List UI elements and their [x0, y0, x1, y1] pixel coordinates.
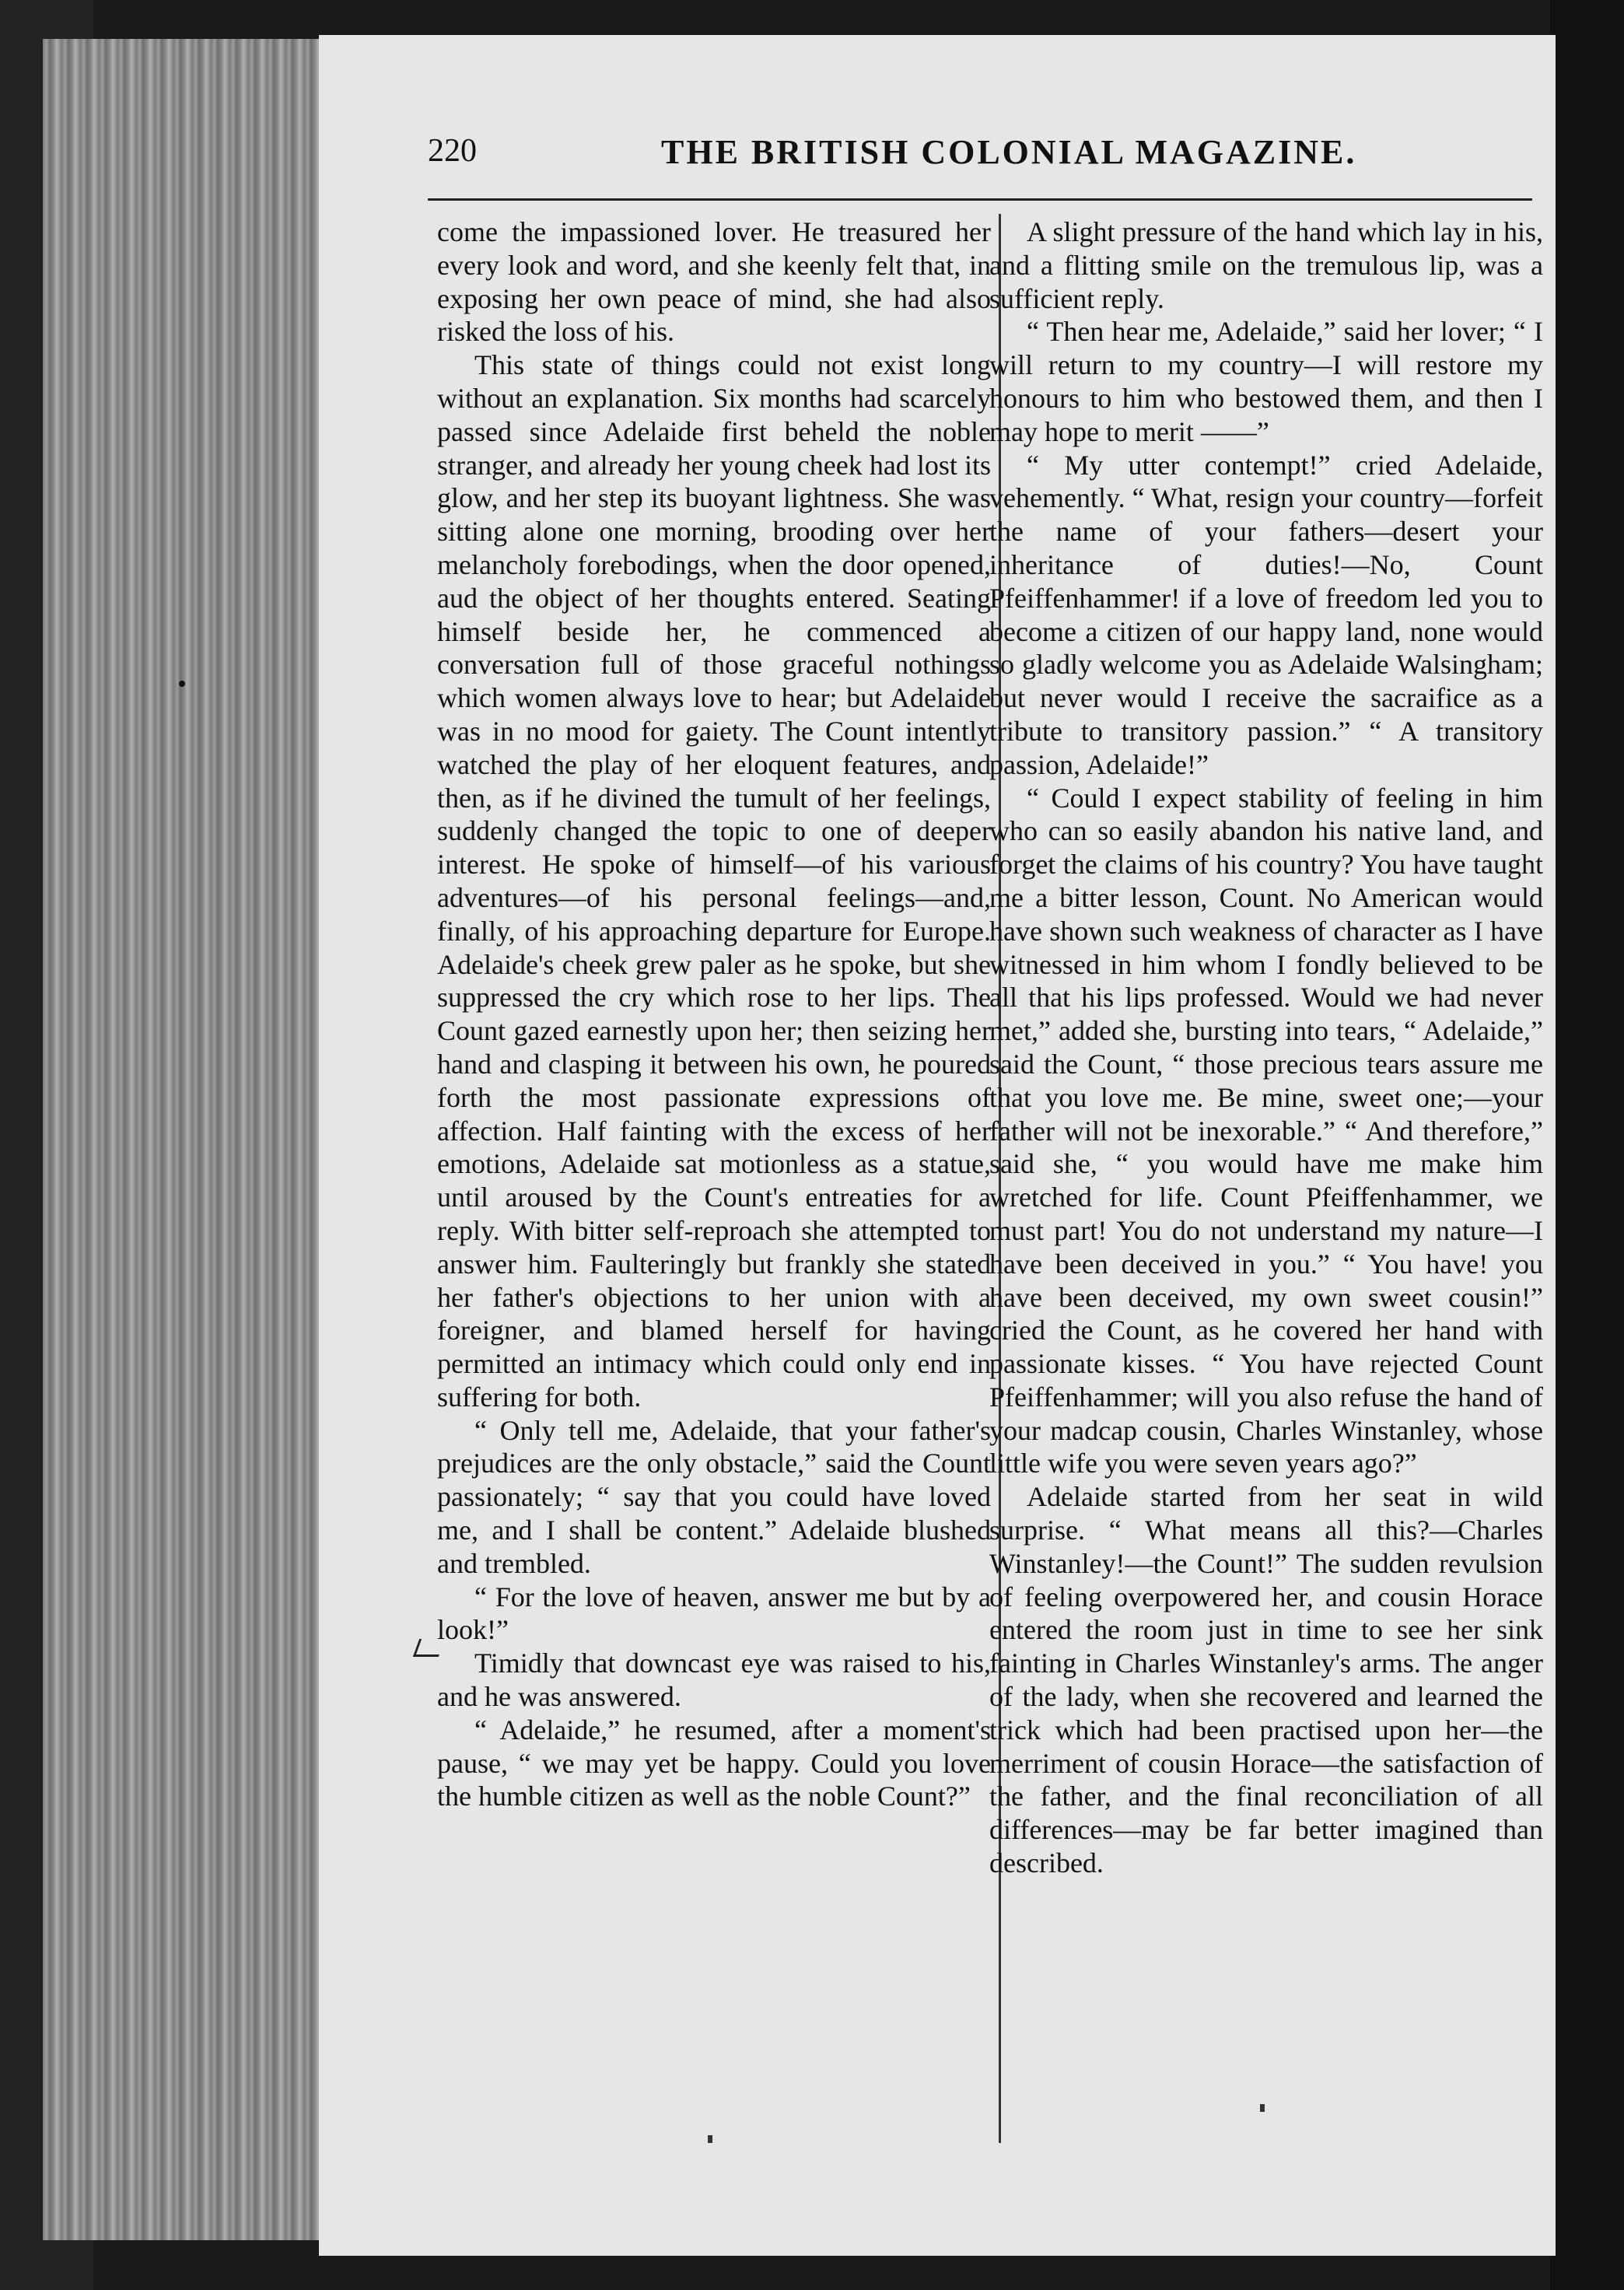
page-number: 220	[428, 133, 477, 169]
header-rule	[428, 198, 1532, 201]
paragraph: come the impassioned lover. He treasured her every look and word, and she keenly felt that, in exposing her own peace of mind, she had also risked the loss of his.	[437, 216, 991, 348]
book-page	[319, 35, 1556, 2256]
right-column	[989, 215, 1543, 1880]
paragraph: “ Then hear me, Adelaide,” said her lover; “ I will return to my country—I will restore my honours to him who bestowed them, and then I may hope to merit ——”	[989, 316, 1543, 447]
left-column	[437, 215, 991, 1813]
paragraph: Timidly that downcast eye was raised to his, and he was answered.	[437, 1647, 991, 1713]
scan-background-right	[1550, 0, 1624, 2290]
paragraph: Adelaide started from her seat in wild surprise. “ What means all this?—Charles Winstanley!—the Count!” The sudden revulsion of feeling overpowered her, and cousin Horace entered the room just in time to see her sink fainting in Charles Winstanley's arms. The anger of the lady, when she recovered and learned the trick which had been practised upon her—the merriment of cousin Horace—the satisfaction of the father, and the final reconciliation of all differences—may be far better imagined than described.	[989, 1481, 1543, 1879]
ink-speck	[179, 681, 185, 687]
page-header	[428, 132, 1501, 202]
paragraph: A slight pressure of the hand which lay in his, and a flitting smile on the tremulous lip, was a sufficient reply.	[989, 216, 1543, 314]
paragraph: “ Could I expect stability of feeling in him who can so easily abandon his native land, and forget the claims of his country? You have taught me a bitter lesson, Count. No American would have shown such weakness of character as I have witnessed in him whom I fondly believed to be all that his lips professed. Would we had never met,” added she, bursting into tears, “ Adelaide,” said the Count, “ those precious tears assure me that you love me. Be mine, sweet one;—your father will not be inexorable.” “ And therefore,” said she, “ you would have me make him wretched for life. Count Pfeiffenhammer, we must part! You do not understand my nature—I have been deceived in you.” “ You have! you have been deceived, my own sweet cousin!” cried the Count, as he covered her hand with passionate kisses. “ You have rejected Count Pfeiffenhammer; will you also refuse the hand of your madcap cousin, Charles Winstanley, whose little wife you were seven years ago?”	[989, 782, 1543, 1479]
running-title: THE BRITISH COLONIAL MAGAZINE.	[661, 133, 1357, 171]
paragraph: This state of things could not exist long without an explanation. Six months had scarcely passed since Adelaide first beheld the noble stranger, and already her young cheek had lost its glow, and her step its buoyant lightness. She was sitting alone one morning, brooding over her melancholy forebodings, when the door opened, aud the object of her thoughts entered. Seating himself beside her, he commenced a conversation full of those graceful nothings which women always love to hear; but Adelaide was in no mood for gaiety. The Count intently watched the play of her eloquent features, and then, as if he divined the tumult of her feelings, suddenly changed the topic to one of deeper interest. He spoke of himself—of his various adventures—of his personal feelings—and, finally, of his approaching departure for Europe. Adelaide's cheek grew paler as he spoke, but she suppressed the cry which rose to her lips. The Count gazed earnestly upon her; then seizing her hand and clasping it between his own, he poured forth the most passionate expressions of affection. Half fainting with the excess of her emotions, Adelaide sat motionless as a statue, until aroused by the Count's entreaties for a reply. With bitter self-reproach she attempted to answer him. Faulteringly but frankly she stated her father's objections to her union with a foreigner, and blamed herself for having permitted an intimacy which could only end in suffering for both.	[437, 349, 991, 1413]
paragraph: “ My utter contempt!” cried Adelaide, vehemently. “ What, resign your country—forfeit the name of your fathers—desert your inheritance of duties!—No, Count Pfeiffenhammer! if a love of freedom led you to become a citizen of our happy land, none would so gladly welcome you as Adelaide Walsingham; but never would I receive the sacraifice as a tribute to transitory passion.” “ A transitory passion, Adelaide!”	[989, 449, 1543, 780]
ink-speck	[708, 2135, 712, 2143]
paragraph: “ For the love of heaven, answer me but by a look!”	[437, 1581, 991, 1646]
paragraph: “ Only tell me, Adelaide, that your father's prejudices are the only obstacle,” said the Count passionately; “ say that you could have loved me, and I shall be content.” Adelaide blushed and trembled.	[437, 1414, 991, 1579]
ink-speck	[1260, 2104, 1265, 2112]
paragraph: “ Adelaide,” he resumed, after a moment's pause, “ we may yet be happy. Could you love the humble citizen as well as the noble Count?”	[437, 1714, 991, 1812]
